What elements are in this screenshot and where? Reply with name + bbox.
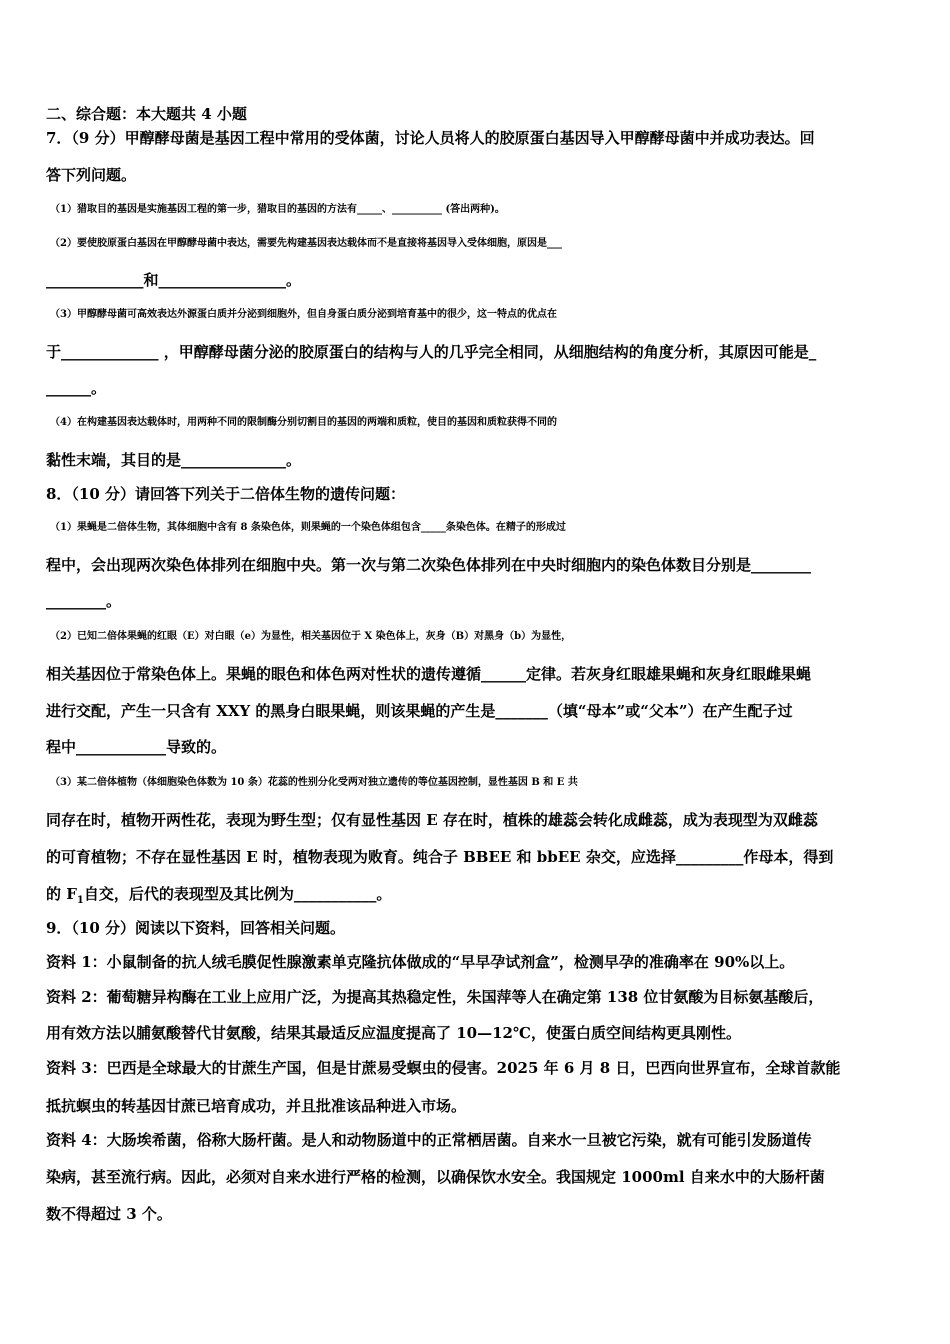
q7-stem-line-2: 答下列问题。 [46, 166, 137, 184]
q9-material-4-line-1: 资料 4：大肠埃希菌，俗称大肠杆菌。是人和动物肠道中的正常栖居菌。自来水一旦被它污染，就有可能引发肠道传 [46, 1131, 812, 1149]
q7-part-3-line-1: （3）甲醇酵母菌可高效表达外源蛋白质并分泌到细胞外，但自身蛋白质分泌到培育基中的很少，这一特点的优点在 [50, 309, 557, 320]
q7-part-1: （1）猎取目的基因是实施基因工程的第一步，猎取目的基因的方法有_____、__________ (答出两种)。 [50, 204, 505, 215]
q7-part-2-line-2: _____________和_________________。 [46, 271, 302, 289]
f1-subscript: 1 [76, 895, 84, 906]
q8-part-3-line-1: （3）某二倍体植物（体细胞染色体数为 10 条）花蕊的性别分化受两对独立遗传的等位基因控制，显性基因 B 和 E 共 [50, 777, 578, 788]
q8-part-1-line-1: （1）果蝇是二倍体生物，其体细胞中含有 8 条染色体，则果蝇的一个染色体组包含_____条染色体。在精子的形成过 [50, 522, 566, 533]
section-heading: 二、综合题：本大题共 4 小题 [46, 105, 247, 123]
q9-material-3-line-1: 资料 3：巴西是全球最大的甘蔗生产国，但是甘蔗易受螟虫的侵害。2025 年 6 月 8 日，巴西向世界宣布，全球首款能 [46, 1059, 841, 1077]
q8-part-3-line-3: 的可育植物；不存在显性基因 E 时，植物表现为败育。纯合子 BBEE 和 bbEE 杂交，应选择_________作母本，得到 [46, 848, 834, 866]
q7-part-3-line-2: 于_____________ ，甲醇酵母菌分泌的胶原蛋白的结构与人的几乎完全相同，从细胞结构的角度分析，其原因可能是_ [46, 343, 817, 361]
q7-part-2-line-1: （2）要使胶原蛋白基因在甲醇酵母菌中表达，需要先构建基因表达载体而不是直接将基因导入受体细胞，原因是___ [50, 238, 562, 249]
q8-part-2-line-1: （2）已知二倍体果蝇的红眼（E）对白眼（e）为显性，相关基因位于 X 染色体上，灰身（B）对黑身（b）为显性， [50, 631, 572, 642]
q8-part-2-line-4: 程中____________导致的。 [46, 738, 227, 756]
q8-part-1-line-2: 程中，会出现两次染色体排列在细胞中央。第一次与第二次染色体排列在中央时细胞内的染色体数目分别是________ [46, 556, 812, 574]
q9-material-2-line-1: 资料 2：葡萄糖异构酶在工业上应用广泛，为提高其热稳定性，朱国萍等人在确定第 138 位甘氨酸为目标氨基酸后， [46, 988, 824, 1006]
q9-material-2-line-2: 用有效方法以脯氨酸替代甘氨酸，结果其最适反应温度提高了 10—12℃，使蛋白质空间结构更具刚性。 [46, 1024, 741, 1042]
q8-part-2-line-2: 相关基因位于常染色体上。果蝇的眼色和体色两对性状的遗传遵循______定律。若灰身红眼雄果蝇和灰身红眼雌果蝇 [46, 665, 812, 683]
q9-material-3-line-2: 抵抗螟虫的转基因甘蔗已培育成功，并且批准该品种进入市场。 [46, 1097, 467, 1115]
q8-part-3-line-4 [46, 884, 906, 904]
q9-stem: 9．（10 分）阅读以下资料，回答相关问题。 [46, 919, 346, 937]
q8-part-1-line-3: ________。 [46, 592, 122, 610]
q9-material-4-line-3: 数不得超过 3 个。 [46, 1205, 172, 1223]
q8-part-3-line-2: 同存在时，植物开两性花，表现为野生型；仅有显性基因 E 存在时，植株的雄蕊会转化成雌蕊，成为表现型为双雌蕊 [46, 811, 818, 829]
q9-material-4-line-2: 染病，甚至流行病。因此，必须对自来水进行严格的检测，以确保饮水安全。我国规定 1000ml 自来水中的大肠杆菌 [46, 1168, 825, 1186]
q8-part-3-line-4-pre: 的 F [46, 885, 77, 903]
q8-stem: 8．（10 分）请回答下列关于二倍体生物的遗传问题： [46, 485, 406, 503]
q7-part-4-line-1: （4）在构建基因表达载体时，用两种不同的限制酶分别切割目的基因的两端和质粒，使目的基因和质粒获得不同的 [50, 417, 557, 428]
q7-part-3-line-3: ______。 [46, 379, 107, 397]
q7-stem-line-1: 7．（9 分）甲醇酵母菌是基因工程中常用的受体菌，讨论人员将人的胶原蛋白基因导入甲醇酵母菌中并成功表达。回 [46, 129, 815, 147]
q8-part-2-line-3: 进行交配，产生一只含有 XXY 的黑身白眼果蝇，则该果蝇的产生是_______（填“母本”或“父本”）在产生配子过 [46, 702, 793, 720]
q7-part-4-line-2: 黏性末端，其目的是______________。 [46, 451, 302, 469]
q8-part-3-line-4-post: 自交，后代的表现型及其比例为___________。 [83, 885, 392, 903]
q9-material-1: 资料 1：小鼠制备的抗人绒毛膜促性腺激素单克隆抗体做成的“早早孕试剂盒”，检测早孕的准确率在 90%以上。 [46, 953, 795, 971]
